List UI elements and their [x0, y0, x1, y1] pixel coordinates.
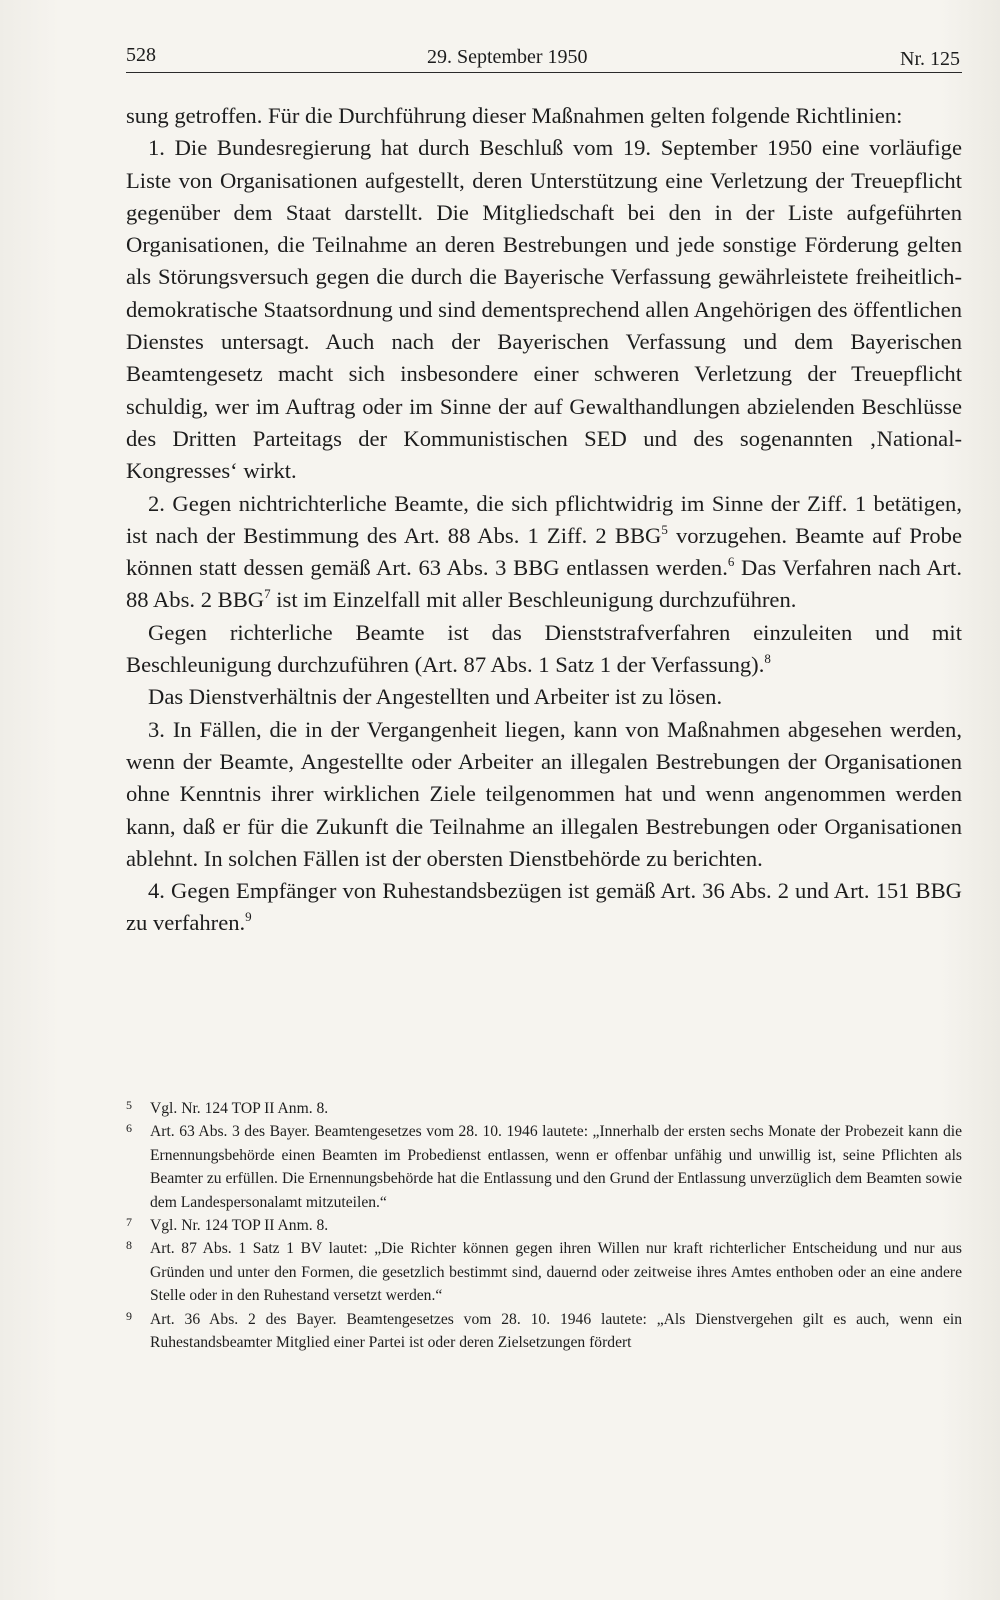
page-number: 528 — [126, 44, 156, 66]
footnote-text: Art. 87 Abs. 1 Satz 1 BV lautet: „Die Richter können gegen ihren Willen nur kraft richterlicher Entscheidung und nur aus Gründen und unter den Formen, die gesetzlich bestimmt sind, dauernd oder zeitweise ihres Amtes enthoben oder an eine andere Stelle oder in den Ruhestand versetzt werden.“ — [150, 1240, 962, 1305]
footnote-number: 9 — [126, 1308, 132, 1323]
paragraph-item-1: 1. Die Bundesregierung hat durch Beschluß vom 19. September 1950 eine vorläufige Liste von Organisationen aufgestellt, deren Unterstützung eine Verletzung der Treuepflicht gegenüber dem Staat darstellt. Die Mitgliedschaft bei den in der Liste aufgeführten Organisationen, die Teilnahme an deren Bestrebungen und jede sonstige Förderung gelten als Störungsversuch gegen die durch die Bayerische Verfassung gewährleistete freiheitlich-demokratische Staatsordnung und sind dementsprechend allen Angehörigen des öffentlichen Dienstes untersagt. Auch nach der Bayerischen Verfassung und dem Bayerischen Beamtengesetz macht sich insbesondere einer schweren Verletzung der Treuepflicht schuldig, wer im Auftrag oder im Sinne der auf Gewalthandlungen abzielenden Beschlüsse des Dritten Parteitags der Kommunistischen SED und des sogenannten ‚National-Kongresses‘ wirkt. — [126, 135, 962, 484]
footnote-text: Art. 36 Abs. 2 des Bayer. Beamtengesetzes vom 28. 10. 1946 lautete: „Als Dienstvergehen gilt es auch, wenn ein Ruhestandsbeamter Mitglied einer Partei ist oder deren Zielsetzungen fördert — [150, 1310, 962, 1352]
footnotes — [126, 1097, 962, 1354]
footnote — [126, 1237, 962, 1307]
header-issue-number: Nr. 125 — [900, 48, 960, 70]
footnote-number: 6 — [126, 1121, 132, 1136]
footnote — [126, 1097, 962, 1120]
footnote-number: 5 — [126, 1098, 132, 1112]
running-header — [126, 40, 962, 73]
paragraph-continuation: sung getroffen. Für die Durchführung dieser Maßnahmen gelten folgende Richtlinien: — [126, 103, 903, 128]
text-run: Gegen richterliche Beamte ist das Dienststrafverfahren einzuleiten und mit Beschleunigung durchzuführen (Art. 87 Abs. 1 Satz 1 der Verfassung). — [126, 619, 962, 678]
footnote-ref-7[interactable]: 7 — [264, 586, 271, 602]
footnote-number: 7 — [126, 1215, 132, 1230]
header-date: 29. September 1950 — [427, 46, 588, 68]
footnote-number: 8 — [126, 1238, 132, 1253]
footnote-text: Vgl. Nr. 124 TOP II Anm. 8. — [150, 1217, 329, 1235]
text-run: Das Verfahren nach Art. 88 Abs. 2 BBG — [126, 555, 962, 613]
footnote — [126, 1120, 962, 1214]
footnote-ref-6[interactable]: 6 — [727, 554, 735, 570]
paragraph-employees: Das Dienstverhältnis der Angestellten und Arbeiter ist zu lösen. — [148, 684, 723, 710]
footnote-ref-5[interactable]: 5 — [661, 521, 668, 537]
main-text — [126, 100, 962, 940]
paragraph-judges — [126, 617, 962, 682]
text-run: 2. Gegen nichtrichterliche Beamte, die sich pflichtwidrig im Sinne der Ziff. 1 betätigen, ist nach der Bestimmung des Art. 88 Abs. 1 Ziff. 2 BBG — [126, 490, 962, 548]
footnote-text: Art. 63 Abs. 3 des Bayer. Beamtengesetzes vom 28. 10. 1946 lautete: „Innerhalb der ersten sechs Monate der Probezeit kann die Ernennungsbehörde einen Beamten im Probedienst entlassen, wenn er offenbar unfähig und unwillig ist, seine Pflichten als Beamter zu erfüllen. Die Ernennungsbehörde hat die Entlassung und den Grund der Entlassung unverzüglich dem Beamten sowie dem Landespersonalamt mitzuteilen.“ — [150, 1123, 962, 1211]
paragraph-item-2 — [126, 488, 962, 617]
footnote-ref-8[interactable]: 8 — [764, 651, 771, 667]
footnote-text: Vgl. Nr. 124 TOP II Anm. 8. — [150, 1100, 329, 1117]
text-run: vorzugehen. Beamte auf Probe können statt dessen gemäß Art. 63 Abs. 3 BBG entlassen werden. — [126, 522, 962, 581]
paragraph-item-3: 3. In Fällen, die in der Vergangenheit liegen, kann von Maßnahmen abgesehen werden, wenn der Beamte, Angestellte oder Arbeiter an illegalen Bestrebungen der Organisationen ohne Kenntnis ihrer wirklichen Ziele teilgenommen hat und wenn angenommen werden kann, daß er für die Zukunft die Teilnahme an illegalen Bestrebungen oder Organisationen ablehnt. In solchen Fällen ist der obersten Dienstbehörde zu berichten. — [126, 716, 962, 871]
paragraph-item-4 — [126, 875, 962, 940]
footnote — [126, 1214, 962, 1237]
footnote-ref-9[interactable]: 9 — [245, 909, 252, 925]
text-run: ist im Einzelfall mit aller Beschleunigung durchzuführen. — [270, 587, 797, 613]
text-run: 4. Gegen Empfänger von Ruhestandsbezügen ist gemäß Art. 36 Abs. 2 und Art. 151 BBG zu verfahren. — [126, 878, 962, 936]
footnote — [126, 1308, 962, 1355]
